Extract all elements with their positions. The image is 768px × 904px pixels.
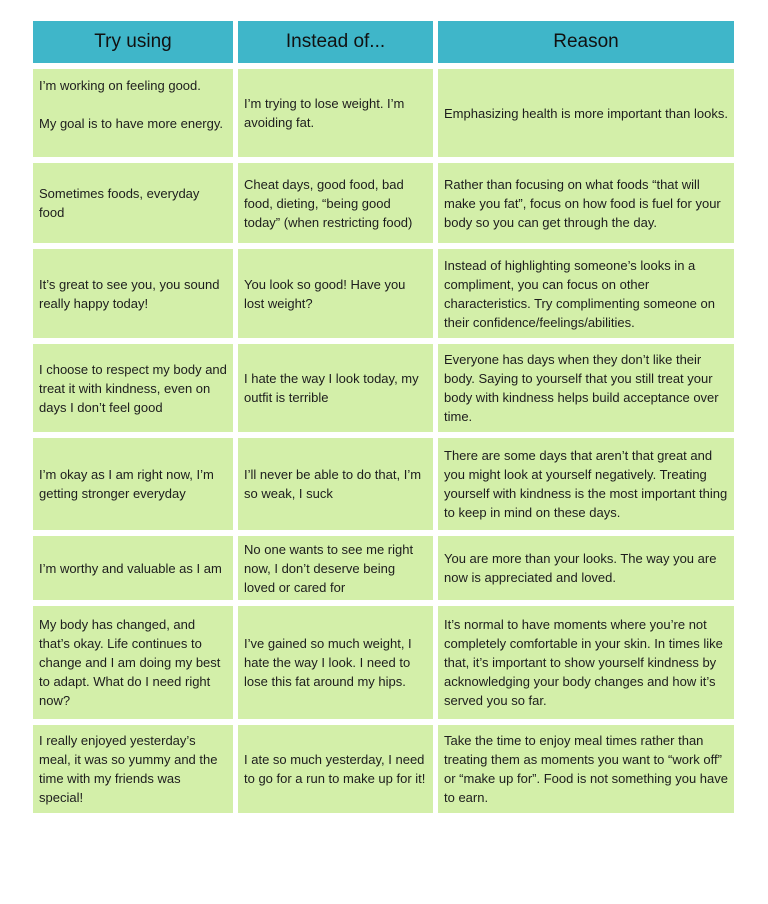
try-using-text: I really enjoyed yesterday’s meal, it was so yummy and the time with my friends was special!	[39, 733, 218, 805]
reason-cell	[438, 344, 734, 432]
header-instead-of: Instead of...	[238, 21, 433, 63]
reason-cell	[438, 163, 734, 243]
try-using-cell	[33, 725, 233, 813]
reason-text: You are more than your looks. The way you are now is appreciated and loved.	[444, 551, 717, 585]
try-using-cell	[33, 69, 233, 157]
try-using-cell	[33, 163, 233, 243]
try-using-cell	[33, 536, 233, 600]
reason-text: Take the time to enjoy meal times rather than treating them as moments you want to “work off” or “make up for”. Food is not something you have to earn.	[444, 733, 728, 805]
instead-of-text: I’ve gained so much weight, I hate the way I look. I need to lose this fat around my hips.	[244, 636, 412, 689]
try-using-text: I choose to respect my body and treat it with kindness, even on days I don’t feel good	[39, 361, 227, 415]
instead-of-cell	[238, 536, 433, 600]
reason-text: Instead of highlighting someone’s looks in a compliment, you can focus on other characteristics. Try complimenting someone on their confidence/feelings/abilities.	[444, 257, 715, 330]
header-reason: Reason	[438, 21, 734, 63]
instead-of-cell	[238, 163, 433, 243]
try-using-text: My body has changed, and that’s okay. Life continues to change and I am doing my best to adapt. What do I need right now?	[39, 617, 221, 708]
try-using-text: It’s great to see you, you sound really happy today!	[39, 276, 220, 311]
reason-text: There are some days that aren’t that great and you might look at yourself negatively. Treating yourself with kindness is the most important thing to keep in mind on these days.	[444, 448, 728, 520]
try-using-text: I’m worthy and valuable as I am	[39, 560, 222, 576]
instead-of-text: I’m trying to lose weight. I’m avoiding fat.	[244, 96, 405, 130]
reason-text: Everyone has days when they don’t like their body. Saying to yourself that you still treat your body with kindness helps build acceptance over time.	[444, 352, 719, 424]
instead-of-cell	[238, 249, 433, 338]
reason-text: Rather than focusing on what foods “that will make you fat”, focus on how food is fuel for your body so you can get through the day.	[444, 176, 721, 230]
instead-of-cell	[238, 438, 433, 530]
reason-cell	[438, 725, 734, 813]
reason-cell	[438, 438, 734, 530]
reason-text: Emphasizing health is more important than looks.	[444, 105, 728, 121]
instead-of-cell	[238, 69, 433, 157]
reason-cell	[438, 536, 734, 600]
try-using-text: Sometimes foods, everyday food	[39, 186, 200, 220]
instead-of-cell	[238, 725, 433, 813]
try-using-cell	[33, 249, 233, 338]
try-using-text: I’m okay as I am right now, I’m getting stronger everyday	[39, 467, 214, 501]
reason-text: It’s normal to have moments where you’re not completely comfortable in your skin. In times like that, it’s important to show yourself kindness by acknowledging your body changes and how it’s served you so far.	[444, 617, 723, 708]
instead-of-text: Cheat days, good food, bad food, dieting, “being good today” (when restricting food)	[244, 176, 413, 230]
reason-cell	[438, 69, 734, 157]
instead-of-cell	[238, 344, 433, 432]
try-using-cell	[33, 606, 233, 719]
instead-of-text: I’ll never be able to do that, I’m so weak, I suck	[244, 467, 422, 501]
try-using-cell	[33, 438, 233, 530]
comparison-table	[33, 21, 734, 813]
instead-of-text: I ate so much yesterday, I need to go for a run to make up for it!	[244, 752, 426, 786]
reason-cell	[438, 249, 734, 338]
instead-of-text: I hate the way I look today, my outfit is terrible	[244, 371, 419, 405]
instead-of-cell	[238, 606, 433, 719]
header-try-using: Try using	[33, 21, 233, 63]
try-using-cell	[33, 344, 233, 432]
instead-of-text: You look so good! Have you lost weight?	[244, 276, 406, 311]
instead-of-text: No one wants to see me right now, I don’t deserve being loved or cared for	[244, 541, 414, 595]
reason-cell	[438, 606, 734, 719]
try-using-text: I’m working on feeling good. My goal is to have more energy.	[39, 78, 224, 131]
